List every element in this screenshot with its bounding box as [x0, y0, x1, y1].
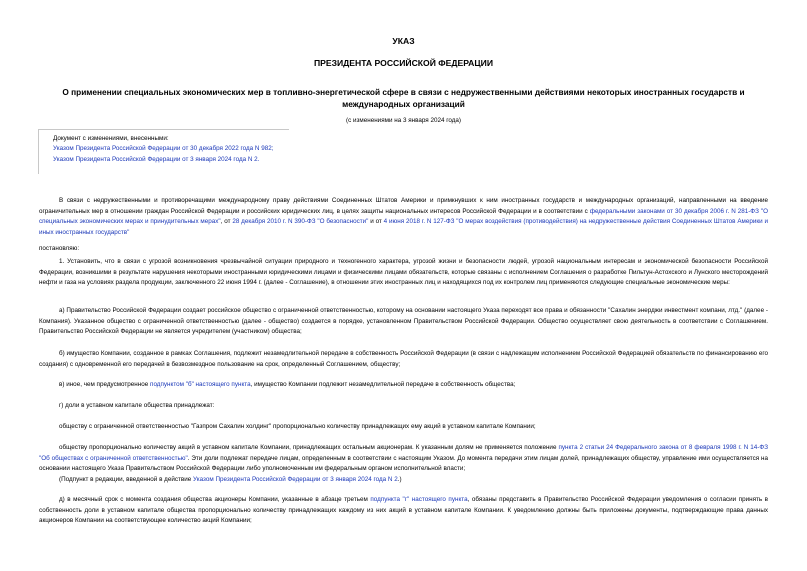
- subclause-v: [39, 380, 768, 391]
- revision-note-text-b: .): [397, 476, 402, 483]
- preamble-text-a: В связи с недружественными и противоречащими международному праву действиями Соединенных Штатов Америки и примкнувших к ним иностранных государств и международных организаций, направленными на введение ограничительных мер в отношении граждан Российской Федерации и российских юридических лиц, в целях защиты национальных интересов Российской Федерации и в соответствии с: [39, 197, 768, 215]
- amendment-note: (с изменениями на 3 января 2024 года): [346, 117, 461, 124]
- subclause-g-text: г) доли в уставном капитале общества принадлежат:: [59, 402, 215, 409]
- subclause-d-text-b: , обязаны представить в Правительство Российской Федерации уведомления о согласии принять в собственность доли в уставном капитале общества пропорционально количеству принадлежащих каждому из них акций в уставном капитале Компании. К уведомлению должны быть приложены документы, подтверждающие права данных акционеров Компании на соответствующее количество акций Компании;: [39, 496, 768, 525]
- amendment-link-2022[interactable]: Указом Президента Российской Федерации от 30 декабря 2022 года N 982;: [53, 145, 274, 153]
- changes-caption: Документ с изменениями, внесенными:: [53, 135, 169, 142]
- clause-1: [39, 257, 768, 289]
- subclause-g-item-1-text: обществу с ограниченной ответственностью "Газпром Сахалин холдинг" пропорционально количеству принадлежащих ему акций в уставном капитале Компании;: [59, 423, 536, 430]
- preamble-text-c: и от: [368, 218, 384, 226]
- revision-note-link[interactable]: Указом Президента Российской Федерации от 3 января 2024 года N 2: [193, 476, 398, 483]
- decree-type-heading: УКАЗ: [392, 36, 415, 46]
- subclause-g-revision-note: [39, 475, 768, 486]
- amendment-link-2024[interactable]: Указом Президента Российской Федерации от 3 января 2024 года N 2.: [53, 155, 260, 163]
- subclause-g-item-2-text-b: . Эти доли подлежат передаче лицам, определенным в соответствии с настоящим Указом. До момента передачи этим лицам долей, принадлежащих обществу, управление ими осуществляется на основании настоящего Указа Правительством Российской Федерации либо уполномоченным им федеральным органом исполнительной власти;: [39, 454, 768, 473]
- revision-note-text-a: (Подпункт в редакции, введенной в действие: [59, 476, 194, 483]
- subclause-g-item-2-text-a: обществу пропорционально количеству акций в уставном капитале Компании, принадлежащих остальным акционерам. К указанным долям не применяется положение: [59, 444, 559, 451]
- law-link-281fz[interactable]: федеральными законами от 30 декабря 2006 г. N 281-ФЗ "О специальных экономических мерах и принудительных мерах": [39, 207, 769, 226]
- decree-word: постановляю:: [39, 245, 80, 252]
- subclause-a: [39, 306, 768, 338]
- subclause-v-text-a: в) иное, чем предусмотренное: [59, 381, 151, 388]
- subclause-b-text: б) имущество Компании, созданное в рамках Соглашения, подлежит незамедлительной передаче в собственность Российской Федерации (в связи с надлежащим исполнением Российской Федерацией обязательств по финансированию его создания) с одновременной его передачей в безвозмездное пользование на срок, определенный Соглашением, обществу;: [39, 350, 768, 368]
- subclause-d-text-a: д) в месячный срок с момента создания общества акционеры Компании, указанные в абзаце третьем: [59, 496, 371, 503]
- law-link-14fz[interactable]: пункта 2 статьи 24 Федерального закона от 8 февраля 1998 г. N 14-ФЗ "Об обществах с ограниченной ответственностью": [39, 444, 768, 462]
- document-title: О применении специальных экономических мер в топливно-энергетической сфере в связи с недружественными действиями некоторых иностранных государств и международных организаций: [62, 87, 745, 109]
- subclause-v-text-b: , имущество Компании подлежит незамедлительной передаче в собственность общества;: [250, 381, 516, 388]
- subclause-a-text: а) Правительство Российской Федерации создает российское общество с ограниченной ответственностью, которому на основании настоящего Указа переходят все права и обязанности "Сахалин энерджи инвестмент компани, лтд." (далее - Компания). Указанное общество с ограниченной ответственностью (далее - общество) создается в порядке, установленном Правительством Российской Федерации. Общество осуществляет свою деятельность в соответствии с Соглашением. Правительство Российской Федерации не является учредителем (участником) общества;: [39, 307, 768, 336]
- law-link-390fz[interactable]: 28 декабря 2010 г. N 390-ФЗ "О безопасности": [232, 218, 369, 226]
- law-link-127fz[interactable]: 4 июня 2018 г. N 127-ФЗ "О мерах воздействия (противодействия) на недружественные действия Соединенных Штатов Америки и иных иностранных государств": [39, 218, 769, 236]
- subclause-b-link[interactable]: подпунктом "б" настоящего пункта: [150, 381, 251, 388]
- subclause-g-link[interactable]: подпункта "г" настоящего пункта: [370, 496, 468, 503]
- changes-box: [53, 134, 273, 165]
- subclause-b: [39, 349, 768, 370]
- preamble-text-b: , от: [220, 218, 233, 226]
- subclause-d: [39, 495, 768, 527]
- subclause-g-item-2: [39, 443, 768, 475]
- subclause-g: [39, 401, 768, 412]
- clause-1-text: 1. Установить, что в связи с угрозой возникновения чрезвычайной ситуации природного и техногенного характера, угрозой жизни и безопасности людей, угрозой национальным интересам и экономической безопасности Российской Федерации, возникшими в результате нарушения некоторыми иностранными юридическими лицами и физическими лицами обязательств, которые связаны с исполнением Соглашения о разработке Пильтун-Астохского и Лунского месторождений нефти и газа на условиях раздела продукции, заключенного 22 июня 1994 г. (далее - Соглашение), в отношении этих иностранных лиц и находящихся под их контролем лиц применяются следующие специальные экономические меры:: [39, 258, 768, 287]
- preamble-paragraph: [39, 196, 768, 238]
- subclause-g-item-1: [39, 422, 768, 433]
- issuer-heading: ПРЕЗИДЕНТА РОССИЙСКОЙ ФЕДЕРАЦИИ: [313, 58, 494, 68]
